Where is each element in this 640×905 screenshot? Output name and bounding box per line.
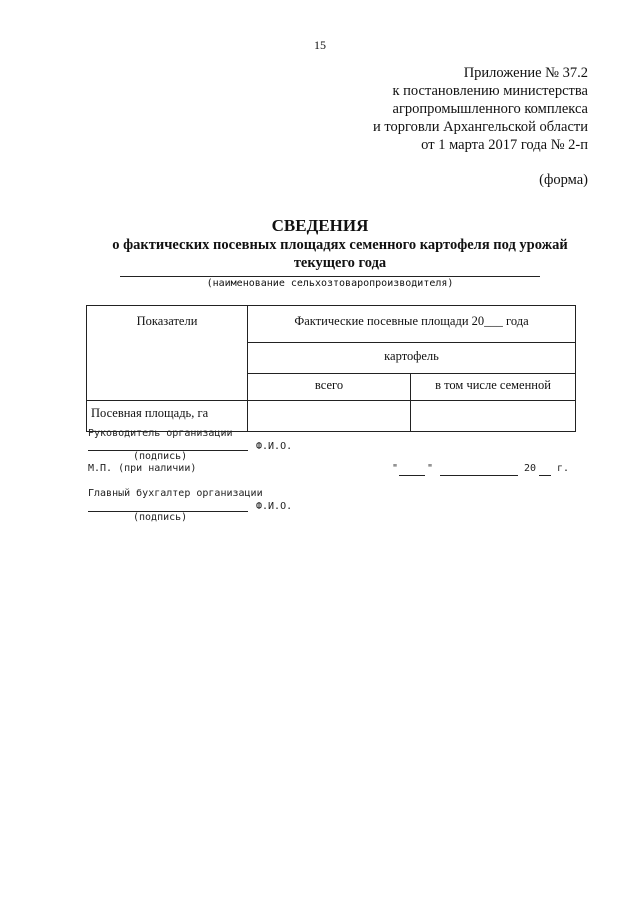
organization-name-line[interactable] [120,276,540,277]
appendix-line: к постановлению министерства [392,83,588,99]
date-month-line[interactable] [440,475,518,476]
appendix-line: от 1 марта 2017 года № 2-п [421,137,588,153]
date-year-prefix: 20 [524,463,537,474]
page-number: 15 [314,38,326,52]
accountant-signature-caption: (подпись) [133,512,188,523]
header-total: всего [248,374,411,401]
accountant-fio: Ф.И.О. [256,501,293,512]
date-year-line[interactable] [539,475,551,476]
organization-name-caption: (наименование сельхозтоваропроизводителя) [206,278,454,289]
date-day-line[interactable] [399,475,425,476]
form-label: (форма) [539,172,588,188]
subtitle-line: текущего года [293,255,387,271]
stamp-label: М.П. (при наличии) [88,463,197,474]
sowing-area-table [86,305,576,432]
appendix-line: Приложение № 37.2 [463,65,588,81]
head-label: Руководитель организации [88,428,233,439]
header-potato: картофель [248,343,576,374]
appendix-block [373,64,588,154]
header-actual-areas: Фактические посевные площади 20___ года [248,306,576,343]
row-label-sowing-area: Посевная площадь, га [87,401,248,432]
date-quote-close: " [427,463,434,474]
appendix-line: и торговли Архангельской области [372,119,588,135]
accountant-label: Главный бухгалтер организации [88,488,263,499]
date-quote-open: " [392,463,399,474]
document-subtitle [90,236,590,272]
appendix-line: агропромышленного комплекса [392,101,588,117]
date-year-suffix: г. [557,463,570,474]
header-seed: в том числе семенной [411,374,576,401]
cell-seed-value[interactable] [411,401,576,432]
head-fio: Ф.И.О. [256,441,293,452]
subtitle-line: о фактических посевных площадях семенного картофеля под урожай [112,237,568,253]
head-signature-caption: (подпись) [133,451,188,462]
cell-total-value[interactable] [248,401,411,432]
document-title: СВЕДЕНИЯ [271,216,369,235]
header-indicators: Показатели [87,306,248,401]
